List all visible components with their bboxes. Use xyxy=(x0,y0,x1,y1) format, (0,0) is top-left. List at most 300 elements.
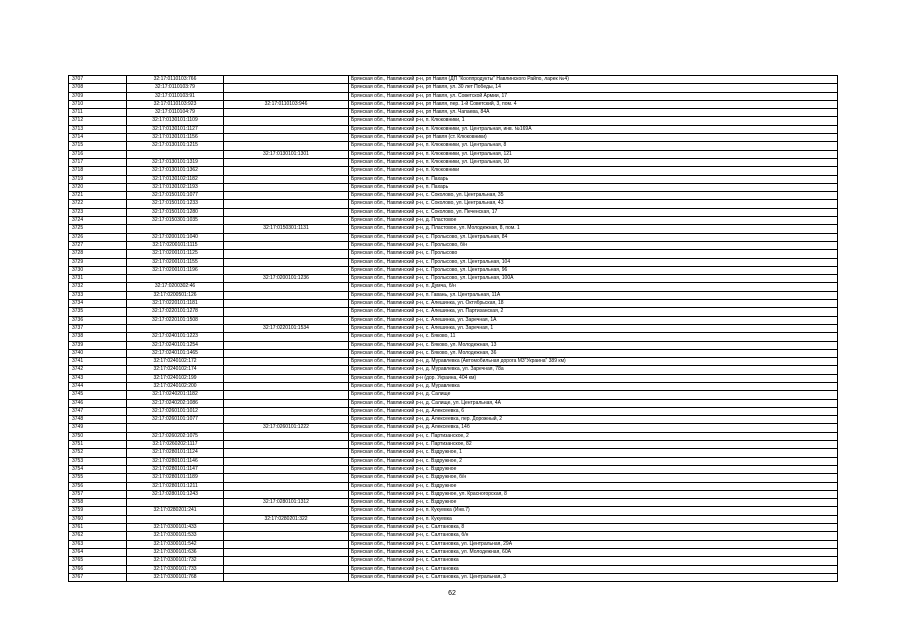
table-row xyxy=(69,92,838,100)
cadastral-number-cell xyxy=(127,275,224,283)
table-row xyxy=(69,366,838,374)
cadastral-number-cell: 32:17:0150101:1077 xyxy=(127,192,224,200)
table-row xyxy=(69,482,838,490)
table-row xyxy=(69,358,838,366)
table-row xyxy=(69,524,838,532)
row-number-cell: 3754 xyxy=(69,465,127,473)
cadastral-number-cell: 32:17:0300101:733 xyxy=(127,565,224,573)
related-cadastral-number-cell xyxy=(224,300,349,308)
table-row xyxy=(69,241,838,249)
cadastral-number-cell: 32:17:0130101:1319 xyxy=(127,158,224,166)
address-cell: Брянская обл., Навлинский р-н, с. Алешинка, ул. Заречная, 1 xyxy=(349,324,838,332)
related-cadastral-number-cell xyxy=(224,241,349,249)
address-cell: Брянская обл., Навлинский р-н, п. Думча, б/н xyxy=(349,283,838,291)
address-cell: Брянская обл., Навлинский р-н, п. Пахарь xyxy=(349,183,838,191)
row-number-cell: 3733 xyxy=(69,291,127,299)
cadastral-number-cell: 32:17:0260101:1012 xyxy=(127,407,224,415)
table-row xyxy=(69,258,838,266)
related-cadastral-number-cell xyxy=(224,465,349,473)
related-cadastral-number-cell xyxy=(224,266,349,274)
cadastral-number-cell: 32:17:0200101:1115 xyxy=(127,241,224,249)
table-row xyxy=(69,457,838,465)
row-number-cell: 3744 xyxy=(69,382,127,390)
address-cell: Брянская обл., Навлинский р-н, с. Вздружное xyxy=(349,499,838,507)
related-cadastral-number-cell xyxy=(224,399,349,407)
cadastral-number-cell: 32:17:0110103:91 xyxy=(127,92,224,100)
address-cell: Брянская обл., Навлинский р-н, д. Алексеевка, пер. Дорожный, 2 xyxy=(349,416,838,424)
table-row xyxy=(69,225,838,233)
address-cell: Брянская обл., Навлинский р-н, п. Кукуевка (Инв.7) xyxy=(349,507,838,515)
address-cell: Брянская обл., Навлинский р-н, с. Вздружное, 1 xyxy=(349,449,838,457)
address-cell: Брянская обл., Навлинский р-н, с. Салтановка, б/н xyxy=(349,532,838,540)
address-cell: Брянская обл., Навлинский р-н, с. Соколово, ул. Центральная, 35 xyxy=(349,192,838,200)
related-cadastral-number-cell xyxy=(224,92,349,100)
row-number-cell: 3743 xyxy=(69,374,127,382)
related-cadastral-number-cell xyxy=(224,233,349,241)
table-row xyxy=(69,499,838,507)
related-cadastral-number-cell xyxy=(224,291,349,299)
table-row xyxy=(69,208,838,216)
cadastral-number-cell: 32:17:0200101:1155 xyxy=(127,258,224,266)
table-row xyxy=(69,540,838,548)
address-cell: Брянская обл., Навлинский р-н, с. Салтановка, ул. Молодежная, 60А xyxy=(349,548,838,556)
address-cell: Брянская обл., Навлинский р-н, с. Партизанское, 82 xyxy=(349,441,838,449)
table-row xyxy=(69,432,838,440)
row-number-cell: 3716 xyxy=(69,150,127,158)
row-number-cell: 3714 xyxy=(69,134,127,142)
related-cadastral-number-cell xyxy=(224,358,349,366)
row-number-cell: 3753 xyxy=(69,457,127,465)
row-number-cell: 3725 xyxy=(69,225,127,233)
table-row xyxy=(69,158,838,166)
cadastral-number-cell xyxy=(127,499,224,507)
cadastral-number-cell: 32:17:0130101:1215 xyxy=(127,142,224,150)
related-cadastral-number-cell xyxy=(224,548,349,556)
row-number-cell: 3707 xyxy=(69,76,127,84)
row-number-cell: 3724 xyxy=(69,217,127,225)
table-row xyxy=(69,192,838,200)
table-row xyxy=(69,465,838,473)
row-number-cell: 3717 xyxy=(69,158,127,166)
related-cadastral-number-cell: 32:17:0280101:1312 xyxy=(224,499,349,507)
cadastral-number-cell: 32:17:0200101:1125 xyxy=(127,250,224,258)
row-number-cell: 3760 xyxy=(69,515,127,523)
table-row xyxy=(69,382,838,390)
related-cadastral-number-cell xyxy=(224,167,349,175)
related-cadastral-number-cell xyxy=(224,200,349,208)
related-cadastral-number-cell xyxy=(224,158,349,166)
row-number-cell: 3726 xyxy=(69,233,127,241)
related-cadastral-number-cell: 32:17:0110103:946 xyxy=(224,100,349,108)
table-row xyxy=(69,167,838,175)
address-cell: Брянская обл., Навлинский р-н, с. Алешинка, ул. Партизанская, 2 xyxy=(349,308,838,316)
related-cadastral-number-cell xyxy=(224,407,349,415)
related-cadastral-number-cell xyxy=(224,573,349,581)
row-number-cell: 3757 xyxy=(69,490,127,498)
address-cell: Брянская обл., Навлинский р-н, с. Пролысово, б/н xyxy=(349,241,838,249)
address-cell: Брянская обл., Навлинский р-н, рп Навля, ул. 30 лет Победы, 14 xyxy=(349,84,838,92)
cadastral-number-cell: 32:17:0240102:174 xyxy=(127,366,224,374)
address-cell: Брянская обл., Навлинский р-н, с. Салтановка xyxy=(349,557,838,565)
row-number-cell: 3738 xyxy=(69,333,127,341)
related-cadastral-number-cell xyxy=(224,416,349,424)
table-row xyxy=(69,291,838,299)
related-cadastral-number-cell: 32:17:0280201:322 xyxy=(224,515,349,523)
register-table-body xyxy=(69,76,838,582)
row-number-cell: 3723 xyxy=(69,208,127,216)
row-number-cell: 3740 xyxy=(69,349,127,357)
address-cell: Брянская обл., Навлинский р-н, рп Навля, пер. 1-й Советский, 3, пом. 4 xyxy=(349,100,838,108)
address-cell: Брянская обл., Навлинский р-н, д. Пластовое xyxy=(349,217,838,225)
row-number-cell: 3766 xyxy=(69,565,127,573)
related-cadastral-number-cell xyxy=(224,524,349,532)
cadastral-number-cell: 32:17:0300101:768 xyxy=(127,573,224,581)
row-number-cell: 3729 xyxy=(69,258,127,266)
cadastral-number-cell: 32:17:0150101:1280 xyxy=(127,208,224,216)
cadastral-number-cell: 32:17:0220101:1181 xyxy=(127,300,224,308)
cadastral-number-cell: 32:17:0280101:1243 xyxy=(127,490,224,498)
cadastral-number-cell: 32:17:0220101:1278 xyxy=(127,308,224,316)
row-number-cell: 3721 xyxy=(69,192,127,200)
row-number-cell: 3712 xyxy=(69,117,127,125)
address-cell: Брянская обл., Навлинский р-н, д. Алексеевка, 6 xyxy=(349,407,838,415)
address-cell: Брянская обл., Навлинский р-н, д. Алексеевка, 14б xyxy=(349,424,838,432)
row-number-cell: 3730 xyxy=(69,266,127,274)
cadastral-number-cell: 32:17:0200101:1040 xyxy=(127,233,224,241)
address-cell: Брянская обл., Навлинский р-н, п. Гавань, ул. Центральная, 11А xyxy=(349,291,838,299)
row-number-cell: 3755 xyxy=(69,474,127,482)
cadastral-number-cell xyxy=(127,515,224,523)
table-row xyxy=(69,341,838,349)
table-row xyxy=(69,316,838,324)
cadastral-number-cell: 32:17:0260101:1077 xyxy=(127,416,224,424)
row-number-cell: 3761 xyxy=(69,524,127,532)
address-cell: Брянская обл., Навлинский р-н, рп Навля, ул. Советской Армии, 17 xyxy=(349,92,838,100)
cadastral-number-cell: 32:17:0300101:636 xyxy=(127,548,224,556)
related-cadastral-number-cell xyxy=(224,250,349,258)
cadastral-number-cell: 32:17:0240102:200 xyxy=(127,382,224,390)
related-cadastral-number-cell xyxy=(224,333,349,341)
related-cadastral-number-cell xyxy=(224,532,349,540)
cadastral-number-cell: 32:17:0260202:1075 xyxy=(127,432,224,440)
cadastral-number-cell: 32:17:0240102:172 xyxy=(127,358,224,366)
address-cell: Брянская обл., Навлинский р-н, рп Навля (ДП "Кооппродукты" Навлинского Райпо, ларек №4) xyxy=(349,76,838,84)
related-cadastral-number-cell xyxy=(224,125,349,133)
cadastral-number-cell: 32:17:0280101:1189 xyxy=(127,474,224,482)
cadastral-number-cell: 32:17:0240102:199 xyxy=(127,374,224,382)
cadastral-number-cell: 32:17:0110103:79 xyxy=(127,84,224,92)
table-row xyxy=(69,507,838,515)
table-row xyxy=(69,374,838,382)
related-cadastral-number-cell xyxy=(224,84,349,92)
cadastral-number-cell: 32:17:0280201:241 xyxy=(127,507,224,515)
table-row xyxy=(69,117,838,125)
row-number-cell: 3728 xyxy=(69,250,127,258)
address-cell: Брянская обл., Навлинский р-н, с. Соколово, ул. Центральная, 43 xyxy=(349,200,838,208)
cadastral-number-cell: 32:17:0150101:1233 xyxy=(127,200,224,208)
cadastral-number-cell: 32:17:0110103:923 xyxy=(127,100,224,108)
cadastral-number-cell: 32:17:0130102:1182 xyxy=(127,175,224,183)
cadastral-number-cell: 32:17:0300101:542 xyxy=(127,540,224,548)
table-row xyxy=(69,175,838,183)
row-number-cell: 3765 xyxy=(69,557,127,565)
cadastral-number-cell: 32:17:0240101:1465 xyxy=(127,349,224,357)
related-cadastral-number-cell xyxy=(224,134,349,142)
row-number-cell: 3719 xyxy=(69,175,127,183)
address-cell: Брянская обл., Навлинский р-н, с. Салтановка, 8 xyxy=(349,524,838,532)
table-row xyxy=(69,283,838,291)
address-cell: Брянская обл., Навлинский р-н, п. Клюковники, ул. Центральная, 10 xyxy=(349,158,838,166)
table-row xyxy=(69,548,838,556)
related-cadastral-number-cell xyxy=(224,308,349,316)
row-number-cell: 3731 xyxy=(69,275,127,283)
related-cadastral-number-cell: 32:17:0220101:1534 xyxy=(224,324,349,332)
row-number-cell: 3749 xyxy=(69,424,127,432)
table-row xyxy=(69,233,838,241)
related-cadastral-number-cell: 32:17:0130101:1301 xyxy=(224,150,349,158)
address-cell: Брянская обл., Навлинский р-н, п. Пахарь xyxy=(349,175,838,183)
address-cell: Брянская обл., Навлинский р-н, с. Алешинка, ул. Заречная, 1А xyxy=(349,316,838,324)
address-cell: Брянская обл., Навлинский р-н, д. Муравлевка xyxy=(349,382,838,390)
related-cadastral-number-cell xyxy=(224,117,349,125)
address-cell: Брянская обл., Навлинский р-н, с. Пролысово, ул. Центральная, 96 xyxy=(349,266,838,274)
row-number-cell: 3751 xyxy=(69,441,127,449)
address-cell: Брянская обл., Навлинский р-н (дор. Украина, 404 км) xyxy=(349,374,838,382)
related-cadastral-number-cell xyxy=(224,374,349,382)
related-cadastral-number-cell xyxy=(224,217,349,225)
related-cadastral-number-cell xyxy=(224,341,349,349)
table-row xyxy=(69,300,838,308)
related-cadastral-number-cell xyxy=(224,349,349,357)
related-cadastral-number-cell xyxy=(224,557,349,565)
address-cell: Брянская обл., Навлинский р-н, рп Навля, ул. Чапаева, 84А xyxy=(349,109,838,117)
address-cell: Брянская обл., Навлинский р-н, с. Вздружное xyxy=(349,465,838,473)
table-row xyxy=(69,324,838,332)
related-cadastral-number-cell xyxy=(224,316,349,324)
row-number-cell: 3711 xyxy=(69,109,127,117)
table-row xyxy=(69,275,838,283)
row-number-cell: 3759 xyxy=(69,507,127,515)
row-number-cell: 3715 xyxy=(69,142,127,150)
address-cell: Брянская обл., Навлинский р-н, с. Бяково, ул. Молодежная, 13 xyxy=(349,341,838,349)
row-number-cell: 3735 xyxy=(69,308,127,316)
table-row xyxy=(69,399,838,407)
cadastral-number-cell: 32:17:0110104:79 xyxy=(127,109,224,117)
table-row xyxy=(69,565,838,573)
row-number-cell: 3722 xyxy=(69,200,127,208)
address-cell: Брянская обл., Навлинский р-н, рп Навля (ст. Клюковники) xyxy=(349,134,838,142)
related-cadastral-number-cell xyxy=(224,76,349,84)
related-cadastral-number-cell xyxy=(224,474,349,482)
table-row xyxy=(69,84,838,92)
row-number-cell: 3713 xyxy=(69,125,127,133)
cadastral-number-cell xyxy=(127,424,224,432)
address-cell: Брянская обл., Навлинский р-н, с. Вздружное, б/н xyxy=(349,474,838,482)
row-number-cell: 3709 xyxy=(69,92,127,100)
row-number-cell: 3764 xyxy=(69,548,127,556)
cadastral-number-cell: 32:17:0130102:1193 xyxy=(127,183,224,191)
row-number-cell: 3718 xyxy=(69,167,127,175)
table-row xyxy=(69,150,838,158)
related-cadastral-number-cell xyxy=(224,142,349,150)
page-number: 62 xyxy=(448,590,456,597)
cadastral-number-cell: 32:17:0130101:1362 xyxy=(127,167,224,175)
address-cell: Брянская обл., Навлинский р-н, с. Бяково, 11 xyxy=(349,333,838,341)
address-cell: Брянская обл., Навлинский р-н, д. Салище, ул. Центральная, 4А xyxy=(349,399,838,407)
row-number-cell: 3737 xyxy=(69,324,127,332)
row-number-cell: 3727 xyxy=(69,241,127,249)
table-row xyxy=(69,424,838,432)
cadastral-number-cell: 32:17:0130101:1109 xyxy=(127,117,224,125)
row-number-cell: 3710 xyxy=(69,100,127,108)
cadastral-number-cell xyxy=(127,150,224,158)
table-row xyxy=(69,125,838,133)
table-row xyxy=(69,200,838,208)
cadastral-number-cell: 32:17:0200501:126 xyxy=(127,291,224,299)
address-cell: Брянская обл., Навлинский р-н, с. Пролысово, ул. Центральная, 104 xyxy=(349,258,838,266)
row-number-cell: 3747 xyxy=(69,407,127,415)
table-row xyxy=(69,76,838,84)
table-row xyxy=(69,441,838,449)
table-row xyxy=(69,532,838,540)
row-number-cell: 3734 xyxy=(69,300,127,308)
related-cadastral-number-cell xyxy=(224,283,349,291)
table-row xyxy=(69,515,838,523)
cadastral-number-cell: 32:17:0130101:1127 xyxy=(127,125,224,133)
table-row xyxy=(69,573,838,581)
related-cadastral-number-cell xyxy=(224,432,349,440)
address-cell: Брянская обл., Навлинский р-н, п. Клюковники, 1 xyxy=(349,117,838,125)
cadastral-number-cell: 32:17:0200101:1196 xyxy=(127,266,224,274)
related-cadastral-number-cell xyxy=(224,540,349,548)
address-cell: Брянская обл., Навлинский р-н, с. Вздружное xyxy=(349,482,838,490)
cadastral-number-cell: 32:17:0220101:1508 xyxy=(127,316,224,324)
table-row xyxy=(69,557,838,565)
table-row xyxy=(69,490,838,498)
table-row xyxy=(69,349,838,357)
related-cadastral-number-cell xyxy=(224,382,349,390)
row-number-cell: 3748 xyxy=(69,416,127,424)
address-cell: Брянская обл., Навлинский р-н, с. Бяково, ул. Молодежная, 36 xyxy=(349,349,838,357)
address-cell: Брянская обл., Навлинский р-н, д. Муравлевка, ул. Заречная, 78а xyxy=(349,366,838,374)
address-cell: Брянская обл., Навлинский р-н, п. Клюковники, ул. Центральная, 8 xyxy=(349,142,838,150)
row-number-cell: 3741 xyxy=(69,358,127,366)
address-cell: Брянская обл., Навлинский р-н, д. Муравлевка (Автомобильная дорога М3"Украина" 389 км) xyxy=(349,358,838,366)
related-cadastral-number-cell xyxy=(224,507,349,515)
row-number-cell: 3720 xyxy=(69,183,127,191)
address-cell: Брянская обл., Навлинский р-н, с. Салтановка, ул. Центральная, 3 xyxy=(349,573,838,581)
address-cell: Брянская обл., Навлинский р-н, п. Клюковники xyxy=(349,167,838,175)
cadastral-number-cell: 32:17:0260202:1117 xyxy=(127,441,224,449)
row-number-cell: 3767 xyxy=(69,573,127,581)
table-row xyxy=(69,134,838,142)
address-cell: Брянская обл., Навлинский р-н, с. Пролысово, ул. Центральная, 100А xyxy=(349,275,838,283)
related-cadastral-number-cell xyxy=(224,175,349,183)
table-row xyxy=(69,250,838,258)
related-cadastral-number-cell xyxy=(224,565,349,573)
related-cadastral-number-cell xyxy=(224,258,349,266)
related-cadastral-number-cell xyxy=(224,192,349,200)
table-row xyxy=(69,109,838,117)
table-row xyxy=(69,333,838,341)
related-cadastral-number-cell: 32:17:0150301:1131 xyxy=(224,225,349,233)
cadastral-number-cell xyxy=(127,324,224,332)
cadastral-number-cell: 32:17:0240101:1254 xyxy=(127,341,224,349)
cadastral-number-cell: 32:17:0280101:1124 xyxy=(127,449,224,457)
related-cadastral-number-cell xyxy=(224,441,349,449)
address-cell: Брянская обл., Навлинский р-н, с. Салтановка, ул. Центральная, 29А xyxy=(349,540,838,548)
related-cadastral-number-cell xyxy=(224,208,349,216)
related-cadastral-number-cell xyxy=(224,449,349,457)
table-row xyxy=(69,449,838,457)
related-cadastral-number-cell: 32:17:0260101:1222 xyxy=(224,424,349,432)
row-number-cell: 3742 xyxy=(69,366,127,374)
row-number-cell: 3708 xyxy=(69,84,127,92)
address-cell: Брянская обл., Навлинский р-н, п. Клюковники, ул. Центральная, 121 xyxy=(349,150,838,158)
related-cadastral-number-cell xyxy=(224,482,349,490)
related-cadastral-number-cell xyxy=(224,109,349,117)
related-cadastral-number-cell xyxy=(224,366,349,374)
address-cell: Брянская обл., Навлинский р-н, д. Салище xyxy=(349,391,838,399)
address-cell: Брянская обл., Навлинский р-н, с. Пролысово xyxy=(349,250,838,258)
row-number-cell: 3758 xyxy=(69,499,127,507)
row-number-cell: 3756 xyxy=(69,482,127,490)
row-number-cell: 3763 xyxy=(69,540,127,548)
address-cell: Брянская обл., Навлинский р-н, с. Соколово, ул. Печенская, 17 xyxy=(349,208,838,216)
table-row xyxy=(69,407,838,415)
table-row xyxy=(69,142,838,150)
address-cell: Брянская обл., Навлинский р-н, п. Клюковники, ул. Центральная, инв. №169А xyxy=(349,125,838,133)
related-cadastral-number-cell: 32:17:0200101:1236 xyxy=(224,275,349,283)
related-cadastral-number-cell xyxy=(224,490,349,498)
address-cell: Брянская обл., Навлинский р-н, с. Вздружное, 2 xyxy=(349,457,838,465)
cadastral-number-cell: 32:17:0150301:1035 xyxy=(127,217,224,225)
address-cell: Брянская обл., Навлинский р-н, с. Вздружное, ул. Красногорская, 8 xyxy=(349,490,838,498)
row-number-cell: 3746 xyxy=(69,399,127,407)
cadastral-number-cell: 32:17:0240201:1182 xyxy=(127,391,224,399)
row-number-cell: 3745 xyxy=(69,391,127,399)
row-number-cell: 3750 xyxy=(69,432,127,440)
address-cell: Брянская обл., Навлинский р-н, с. Салтановка xyxy=(349,565,838,573)
address-cell: Брянская обл., Навлинский р-н, с. Алешинка, ул. Октябрьская, 18 xyxy=(349,300,838,308)
cadastral-number-cell: 32:17:0280101:1146 xyxy=(127,457,224,465)
row-number-cell: 3762 xyxy=(69,532,127,540)
table-row xyxy=(69,474,838,482)
cadastral-number-cell: 32:17:0130101:1156 xyxy=(127,134,224,142)
address-cell: Брянская обл., Навлинский р-н, с. Пролысово, ул. Центральная, 84 xyxy=(349,233,838,241)
address-cell: Брянская обл., Навлинский р-н, д. Пластовое, ул. Молодежная, 8, пом. 1 xyxy=(349,225,838,233)
cadastral-number-cell: 32:17:0300101:732 xyxy=(127,557,224,565)
cadastral-number-cell: 32:17:0240202:1086 xyxy=(127,399,224,407)
row-number-cell: 3739 xyxy=(69,341,127,349)
table-row xyxy=(69,217,838,225)
table-row xyxy=(69,183,838,191)
cadastral-number-cell: 32:17:0200302:46 xyxy=(127,283,224,291)
address-cell: Брянская обл., Навлинский р-н, п. Кукуевка xyxy=(349,515,838,523)
cadastral-number-cell: 32:17:0300101:533 xyxy=(127,532,224,540)
table-row xyxy=(69,308,838,316)
table-row xyxy=(69,100,838,108)
table-row xyxy=(69,416,838,424)
related-cadastral-number-cell xyxy=(224,457,349,465)
table-row xyxy=(69,391,838,399)
related-cadastral-number-cell xyxy=(224,391,349,399)
cadastral-number-cell: 32:17:0280101:1147 xyxy=(127,465,224,473)
cadastral-number-cell: 32:17:0300101:433 xyxy=(127,524,224,532)
table-row xyxy=(69,266,838,274)
address-cell: Брянская обл., Навлинский р-н, с. Партизанское, 2 xyxy=(349,432,838,440)
row-number-cell: 3752 xyxy=(69,449,127,457)
